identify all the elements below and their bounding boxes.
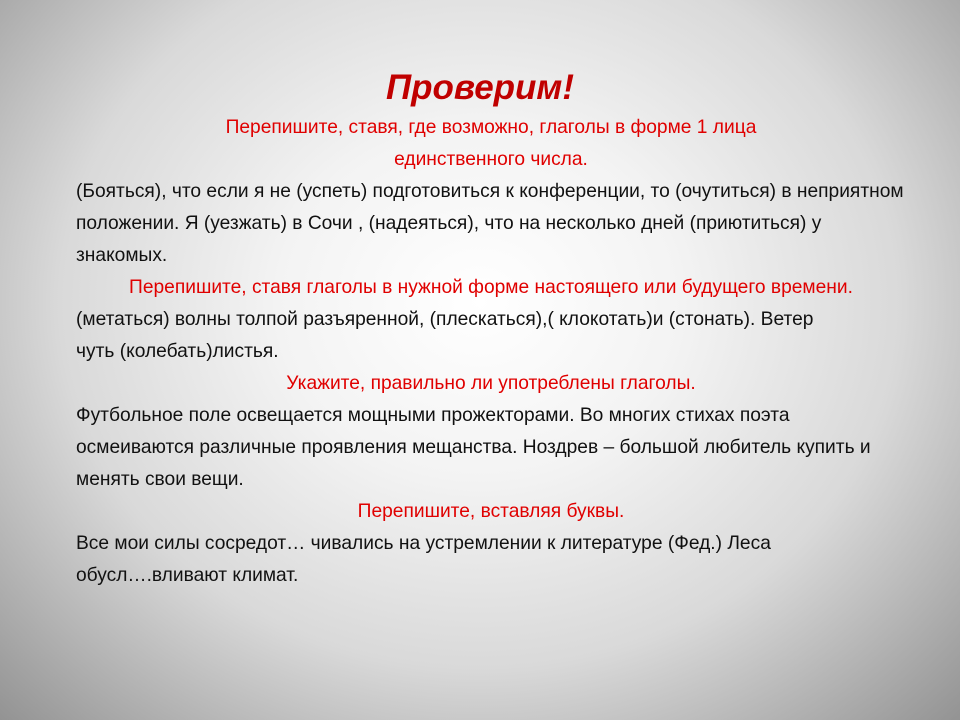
task-3-text: Футбольное поле освещается мощными прожекторами. Во многих стихах поэта осмеиваются различные проявления мещанства. Ноздрев – большой любитель купить и менять свои вещи. xyxy=(76,405,871,490)
slide-content xyxy=(76,112,906,592)
task-2-text: (метаться) волны толпой разъяренной, (плескаться),( клокотать)и (стонать). Ветер чуть (колебать)листья. xyxy=(76,309,814,362)
slide-title: Проверим! xyxy=(386,68,574,107)
task-3-instruction: Укажите, правильно ли употреблены глаголы. xyxy=(286,373,696,394)
task-4-text: Все мои силы сосредот… чивались на устремлении к литературе (Фед.) Леса обусл….вливают климат. xyxy=(76,533,771,586)
task-4-instruction: Перепишите, вставляя буквы. xyxy=(357,501,625,522)
task-1-instruction: Перепишите, ставя, где возможно, глаголы в форме 1 лица единственного числа. xyxy=(225,117,757,170)
task-2-instruction: Перепишите, ставя глаголы в нужной форме настоящего или будущего времени. xyxy=(129,277,853,298)
task-1-text: (Бояться), что если я не (успеть) подготовиться к конференции, то (очутиться) в неприятном положении. Я (уезжать) в Сочи , (надеяться), что на несколько дней (приютиться) у знакомых. xyxy=(76,181,904,266)
